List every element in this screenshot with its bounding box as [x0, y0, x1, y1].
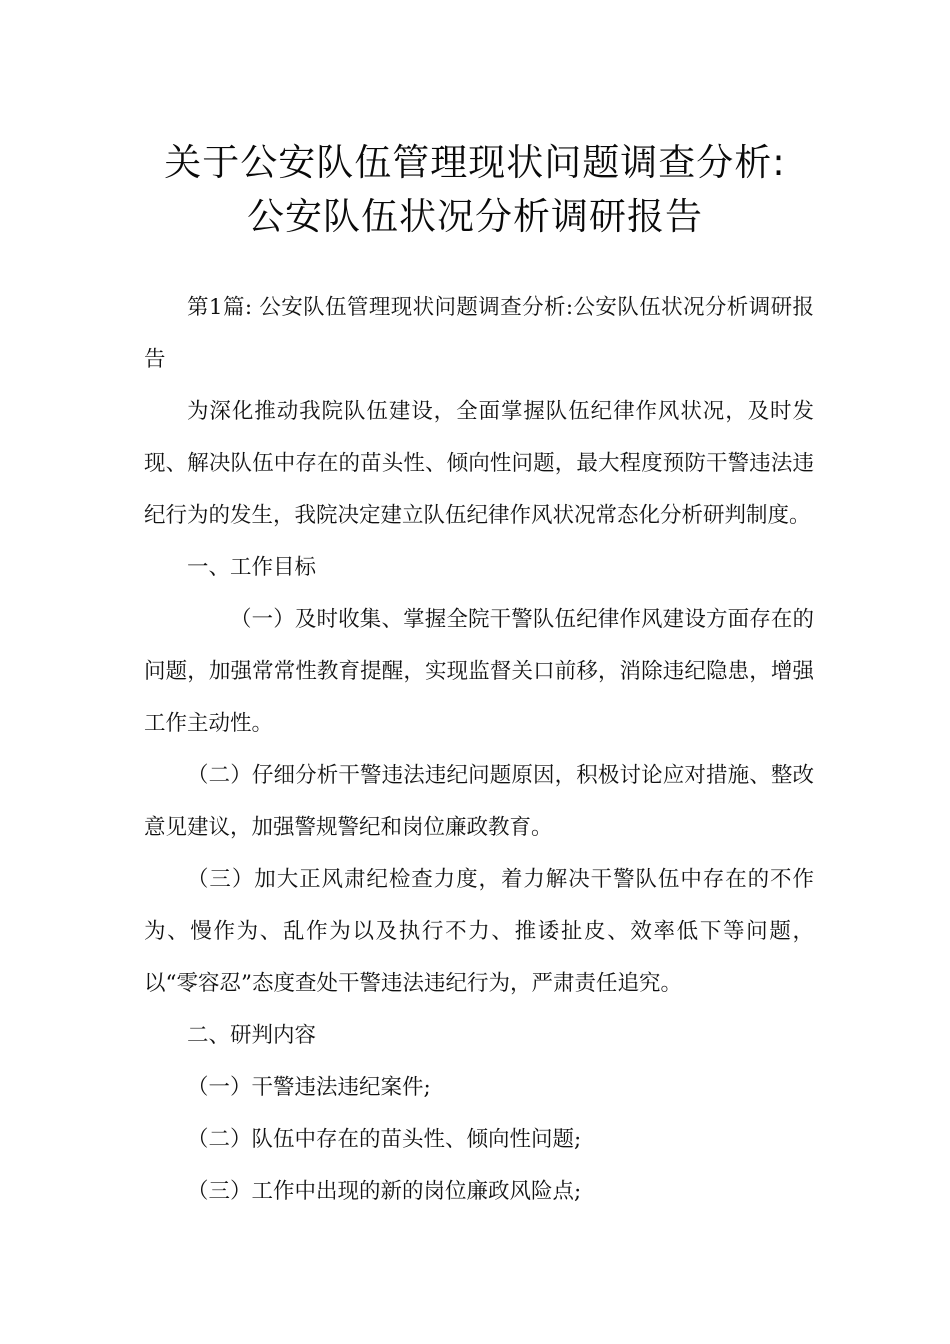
paragraph-intro: 为深化推动我院队伍建设，全面掌握队伍纪律作风状况，及时发现、解决队伍中存在的苗头性、倾向性问题，最大程度预防干警违法违纪行为的发生，我院决定建立队伍纪律作风状况常态化分析研判制度。 — [144, 399, 814, 528]
list-item-content-1: （一）干警违法违纪案件; — [187, 1075, 431, 1100]
paragraph-chapter-heading: 第1篇: 公安队伍管理现状问题调查分析:公安队伍状况分析调研报告 — [144, 295, 814, 372]
paragraph-goal-3: （三）加大正风肃纪检查力度，着力解决干警队伍中存在的不作为、慢作为、乱作为以及执行不力、推诿扯皮、效率低下等问题，以“零容忍”态度查处干警违法违纪行为，严肃责任追究。 — [144, 867, 814, 996]
document-title-line-1: 关于公安队伍管理现状问题调查分析: — [164, 141, 786, 184]
section-heading-analysis-content: 二、研判内容 — [187, 1023, 317, 1048]
paragraph-goal-2: （二）仔细分析干警违法违纪问题原因，积极讨论应对措施、整改意见建议，加强警规警纪和岗位廉政教育。 — [144, 763, 814, 840]
section-heading-work-goals: 一、工作目标 — [187, 555, 317, 580]
document-title-line-2: 公安队伍状况分析调研报告 — [247, 195, 703, 238]
list-item-content-3: （三）工作中出现的新的岗位廉政风险点; — [187, 1179, 582, 1204]
list-item-content-2: （二）队伍中存在的苗头性、倾向性问题; — [187, 1127, 582, 1152]
paragraph-goal-1: （一）及时收集、掌握全院干警队伍纪律作风建设方面存在的问题，加强常常性教育提醒，实现监督关口前移，消除违纪隐患，增强工作主动性。 — [144, 607, 814, 736]
document-body — [144, 282, 814, 1218]
